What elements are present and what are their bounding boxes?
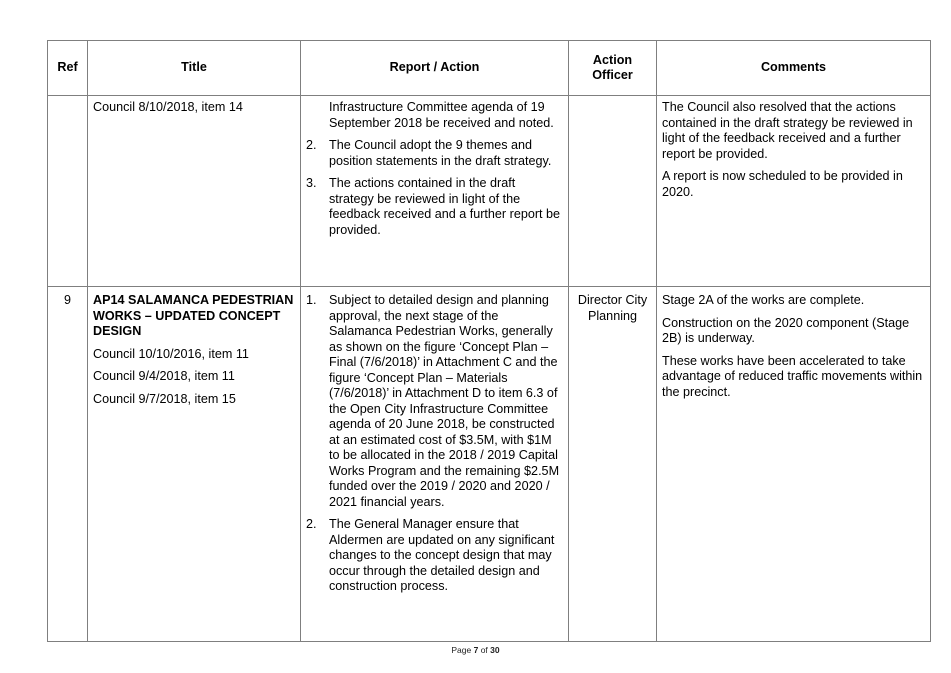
item-title: AP14 SALAMANCA PEDESTRIAN WORKS – UPDATED CONCEPT DESIGN bbox=[93, 293, 294, 338]
action-items-table bbox=[47, 40, 931, 642]
page-label: Page bbox=[451, 645, 474, 655]
header-comments: Comments bbox=[657, 41, 931, 96]
council-reference: Council 8/10/2018, item 14 bbox=[93, 100, 243, 114]
council-reference: Council 10/10/2016, item 11 bbox=[93, 346, 249, 361]
table-row bbox=[48, 96, 931, 287]
page-total: 30 bbox=[490, 645, 500, 655]
report-item-number: 2. bbox=[306, 138, 317, 152]
report-item-number: 1. bbox=[306, 293, 317, 307]
report-item-text: The actions contained in the draft strategy be reviewed in light of the feedback received and a further report be provided. bbox=[329, 176, 561, 237]
comments-cell bbox=[657, 287, 931, 642]
report-item bbox=[306, 517, 563, 595]
title-cell bbox=[88, 96, 301, 287]
page-of-label: of bbox=[478, 645, 491, 655]
report-cell bbox=[301, 287, 569, 642]
page-number: 7 bbox=[473, 645, 479, 655]
officer-cell: Director City Planning bbox=[569, 287, 657, 642]
report-item-text: The Council adopt the 9 themes and position statements in the draft strategy. bbox=[329, 138, 552, 168]
comments-cell bbox=[657, 96, 931, 287]
council-reference: Council 9/4/2018, item 11 bbox=[93, 369, 235, 383]
comment-paragraph: A report is now scheduled to be provided in 2020. bbox=[662, 169, 903, 199]
report-item bbox=[306, 293, 563, 510]
header-ref: Ref bbox=[48, 41, 88, 96]
report-item bbox=[306, 138, 563, 169]
council-reference: Council 9/7/2018, item 15 bbox=[93, 391, 236, 406]
page-footer bbox=[0, 645, 951, 655]
report-item-number: 3. bbox=[306, 176, 317, 190]
comment-paragraph: The Council also resolved that the actions contained in the draft strategy be reviewed in light of the feedback received and a further report be provided. bbox=[662, 100, 913, 161]
title-cell bbox=[88, 287, 301, 642]
comment-paragraph: Stage 2A of the works are complete. bbox=[662, 293, 865, 307]
comment-paragraph: These works have been accelerated to take advantage of reduced traffic movements within the precinct. bbox=[662, 353, 923, 399]
report-item-text: The General Manager ensure that Aldermen are updated on any significant changes to the concept design that may occur through the detailed design and construction process. bbox=[329, 517, 555, 593]
report-item-text: Subject to detailed design and planning approval, the next stage of the Salamanca Pedestrian Works, generally as shown on the figure ‘Concept Plan – Final (7/6/2018)’ in Attachment C and the figure ‘Concept Plan – Materials (7/6/2018)’ in Attachment D to item 6.3 of the Open City Infrastructure Committee agenda of 20 June 2018, be constructed at an estimated cost of $3.5M, with $1M to be allocated in the 2018 / 2019 Capital Works Program and the remaining $2.5M funded over the 2019 / 2020 and 2020 / 2021 financial years. bbox=[329, 293, 560, 509]
report-item-number: 2. bbox=[306, 517, 317, 531]
header-action-officer: Action Officer bbox=[569, 41, 657, 96]
header-title: Title bbox=[88, 41, 301, 96]
report-item-text: Infrastructure Committee agenda of 19 September 2018 be received and noted. bbox=[329, 100, 554, 130]
ref-cell: 9 bbox=[48, 287, 88, 642]
report-item bbox=[306, 176, 563, 238]
report-item-continued bbox=[306, 100, 563, 131]
ref-cell bbox=[48, 96, 88, 287]
officer-cell bbox=[569, 96, 657, 287]
header-report-action: Report / Action bbox=[301, 41, 569, 96]
table-row bbox=[48, 287, 931, 642]
header-row bbox=[48, 41, 931, 96]
comment-paragraph: Construction on the 2020 component (Stage 2B) is underway. bbox=[662, 315, 910, 345]
report-cell bbox=[301, 96, 569, 287]
